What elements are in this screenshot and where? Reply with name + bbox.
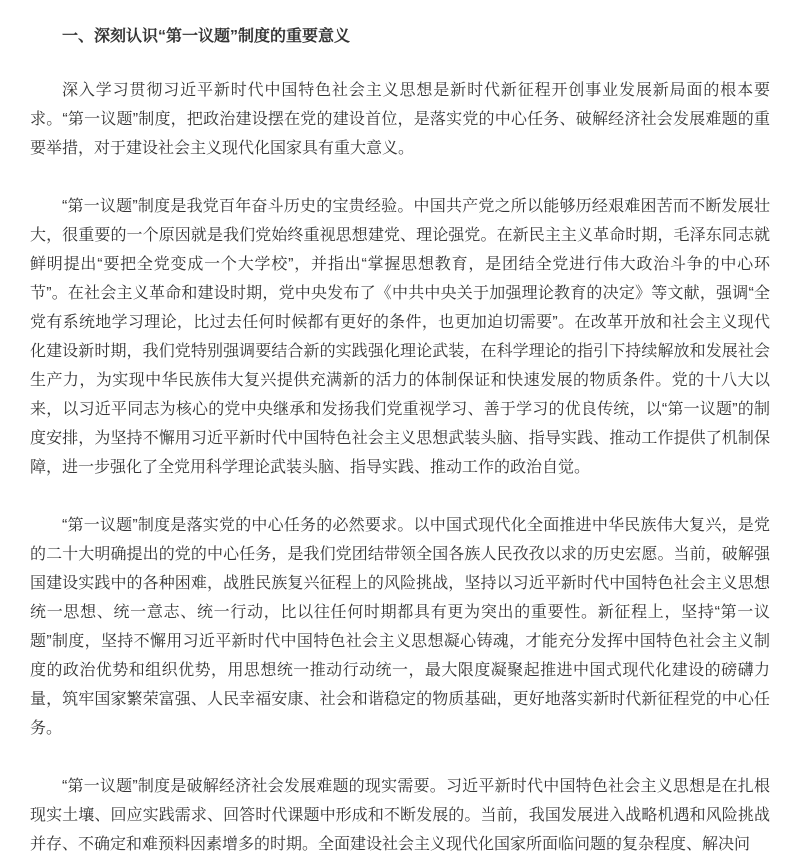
document-heading: 一、深刻认识“第一议题”制度的重要意义 (62, 28, 351, 45)
document-paragraph: 深入学习贯彻习近平新时代中国特色社会主义思想是新时代新征程开创事业发展新局面的根本要求。“第一议题”制度，把政治建设摆在党的建设首位，是落实党的中心任务、破解经济社会发展难题的重要举措，对于建设社会主义现代化国家具有重大意义。 (30, 81, 770, 157)
document-paragraph: “第一议题”制度是破解经济社会发展难题的现实需要。习近平新时代中国特色社会主义思想是在扎根现实土壤、回应实践需求、回答时代课题中形成和不断发展的。当前，我国发展进入战略机遇和风险挑战并存、不确定和难预料因素增多的时期。全面建设社会主义现代化国家所面临问题的复杂程度、解决问 (30, 777, 770, 853)
document-paragraph: “第一议题”制度是我党百年奋斗历史的宝贵经验。中国共产党之所以能够历经艰难困苦而不断发展壮大，很重要的一个原因就是我们党始终重视思想建党、理论强党。在新民主主义革命时期，毛泽东同志就鲜明提出“要把全党变成一个大学校”，并指出“掌握思想教育，是团结全党进行伟大政治斗争的中心环节”。在社会主义革命和建设时期，党中央发布了《中共中央关于加强理论教育的决定》等文献，强调“全党有系统地学习理论，比过去任何时候都有更好的条件，也更加迫切需要”。在改革开放和社会主义现代化建设新时期，我们党特别强调要结合新的实践强化理论武装，在科学理论的指引下持续解放和发展社会生产力，为实现中华民族伟大复兴提供充满新的活力的体制保证和快速发展的物质条件。党的十八大以来，以习近平同志为核心的党中央继承和发扬我们党重视学习、善于学习的优良传统，以“第一议题”的制度安排，为坚持不懈用习近平新时代中国特色社会主义思想武装头脑、指导实践、推动工作提供了机制保障，进一步强化了全党用科学理论武装头脑、指导实践、推动工作的政治自觉。 (30, 197, 770, 476)
document-paragraph: “第一议题”制度是落实党的中心任务的必然要求。以中国式现代化全面推进中华民族伟大复兴，是党的二十大明确提出的党的中心任务，是我们党团结带领全国各族人民孜孜以求的历史宏愿。当前，破解强国建设实践中的各种困难，战胜民族复兴征程上的风险挑战，坚持以习近平新时代中国特色社会主义思想统一思想、统一意志、统一行动，比以往任何时期都具有更为突出的重要性。新征程上，坚持“第一议题”制度，坚持不懈用习近平新时代中国特色社会主义思想凝心铸魂，才能充分发挥中国特色社会主义制度的政治优势和组织优势，用思想统一推动行动统一，最大限度凝聚起推进中国式现代化建设的磅礴力量，筑牢国家繁荣富强、人民幸福安康、社会和谐稳定的物质基础，更好地落实新时代新征程党的中心任务。 (30, 516, 770, 737)
